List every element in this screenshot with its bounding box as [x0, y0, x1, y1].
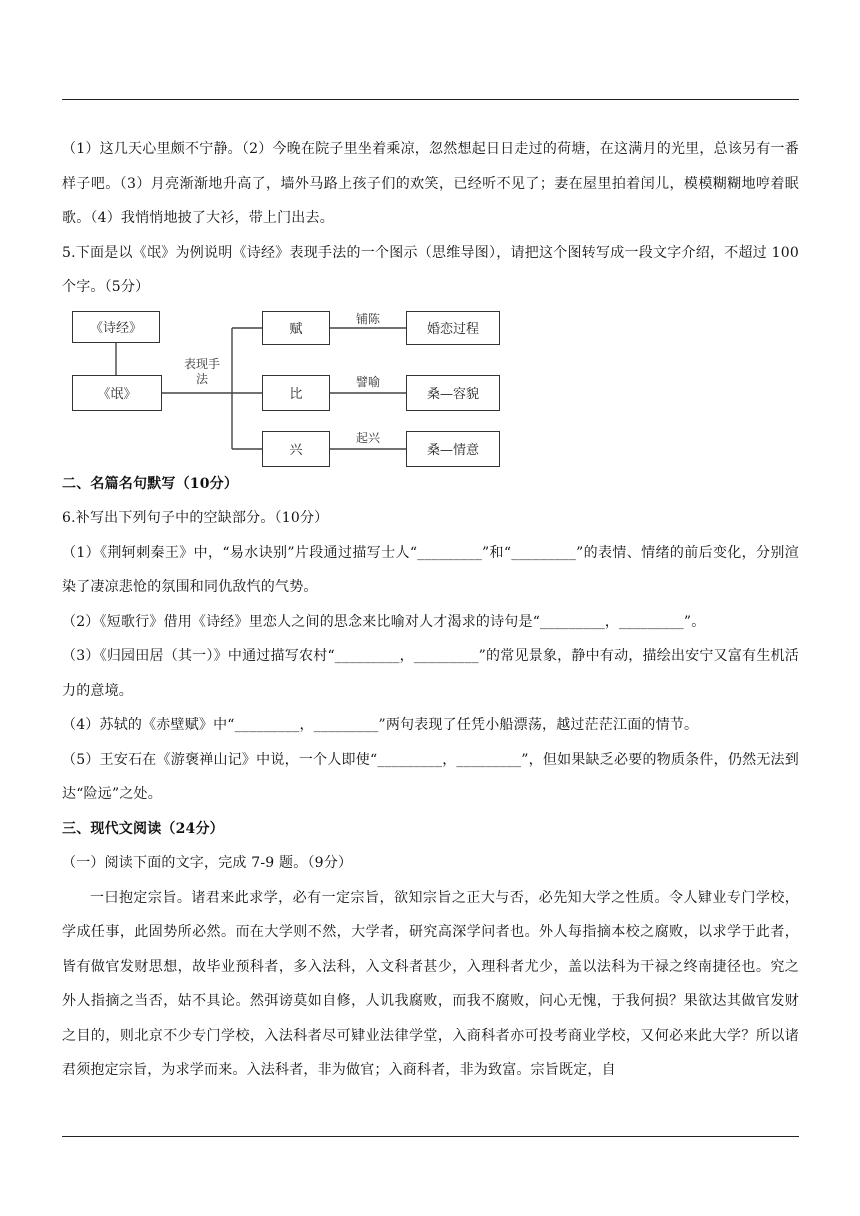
- section-2-heading: 二、名篇名句默写（10分）: [62, 475, 239, 492]
- question-5: 5.下面是以《氓》为例说明《诗经》表现手法的一个图示（思维导图），请把这个图转写成一段文字介绍，不超过 100 个字。（5分）: [62, 244, 799, 295]
- label-xing-link: 起兴: [356, 430, 381, 445]
- paragraph-excerpt: （1）这几天心里颇不宁静。（2）今晚在院子里坐着乘凉，忽然想起日日走过的荷塘，在这满月的光里，总该另有一番样子吧。（3）月亮渐渐地升高了，墙外马路上孩子们的欢笑，已经听不见了；妻在屋里拍着闰儿，模模糊糊地哼着眠歌。（4）我悄悄地披了大衫，带上门出去。: [62, 141, 799, 226]
- page-content: [62, 132, 799, 1088]
- question-6: 6.补写出下列句子中的空缺部分。（10分）: [62, 510, 329, 526]
- section-3-heading: 三、现代文阅读（24分）: [62, 820, 224, 837]
- q6-item-3: （3）《归园田居（其一）》中通过描写农村“_________，_________”的常见景象，静中有动，描绘出安宁又富有生机活力的意境。: [62, 648, 799, 699]
- label-fu-link: 铺陈: [356, 311, 381, 326]
- box-shijing: 《诗经》: [72, 311, 160, 343]
- label-method: 表现手法: [184, 356, 221, 386]
- q6-item-1: （1）《荆轲刺秦王》中，“易水诀别”片段通过描写士人“_________”和“_________”的表情、情绪的前后变化，分别渲染了凄凉悲怆的氛围和同仇敌忾的气势。: [62, 544, 799, 595]
- mind-map-diagram: [72, 311, 512, 459]
- box-xing-target: 桑—情意: [406, 431, 500, 467]
- q6-item-2: （2）《短歌行》借用《诗经》里恋人之间的思念来比喻对人才渴求的诗句是“_________，_________”。: [62, 613, 706, 630]
- label-bi-link: 譬喻: [356, 374, 381, 389]
- box-bi: 比: [262, 375, 330, 411]
- box-mang: 《氓》: [72, 375, 162, 411]
- box-bi-target: 桑—容貌: [406, 375, 500, 411]
- box-fu-target: 婚恋过程: [406, 311, 500, 345]
- reading-passage: 一曰抱定宗旨。诸君来此求学，必有一定宗旨，欲知宗旨之正大与否，必先知大学之性质。令人肄业专门学校，学成任事，此固势所必然。而在大学则不然，大学者，研究高深学问者也。外人每指摘本校之腐败，以求学于此者，皆有做官发财思想，故毕业预科者，多入法科，入文科者甚少，入理科者尤少，盖以法科为干禄之终南捷径也。究之外人指摘之当否，姑不具论。然弭谤莫如自修，人讥我腐败，而我不腐败，问心无愧，于我何损？果欲达其做官发财之目的，则北京不少专门学校，入法科者尽可肄业法律学堂，入商科者亦可投考商业学校，又何必来此大学？所以诸君须抱定宗旨，为求学而来。入法科者，非为做官；入商科者，非为致富。宗旨既定，自: [62, 889, 799, 1078]
- header-rule: [62, 99, 799, 100]
- footer-rule: [62, 1136, 799, 1137]
- section-3-sub: （一）阅读下面的文字，完成 7-9 题。（9分）: [62, 855, 353, 871]
- box-fu: 赋: [262, 311, 330, 345]
- q6-item-5: （5）王安石在《游褒禅山记》中说，一个人即使“_________，_________”，但如果缺乏必要的物质条件，仍然无法到达“险远”之处。: [62, 751, 799, 802]
- box-xing: 兴: [262, 431, 330, 467]
- q6-item-4: （4）苏轼的《赤壁赋》中“_________，_________”两句表现了任凭小船漂荡，越过茫茫江面的情节。: [62, 717, 699, 733]
